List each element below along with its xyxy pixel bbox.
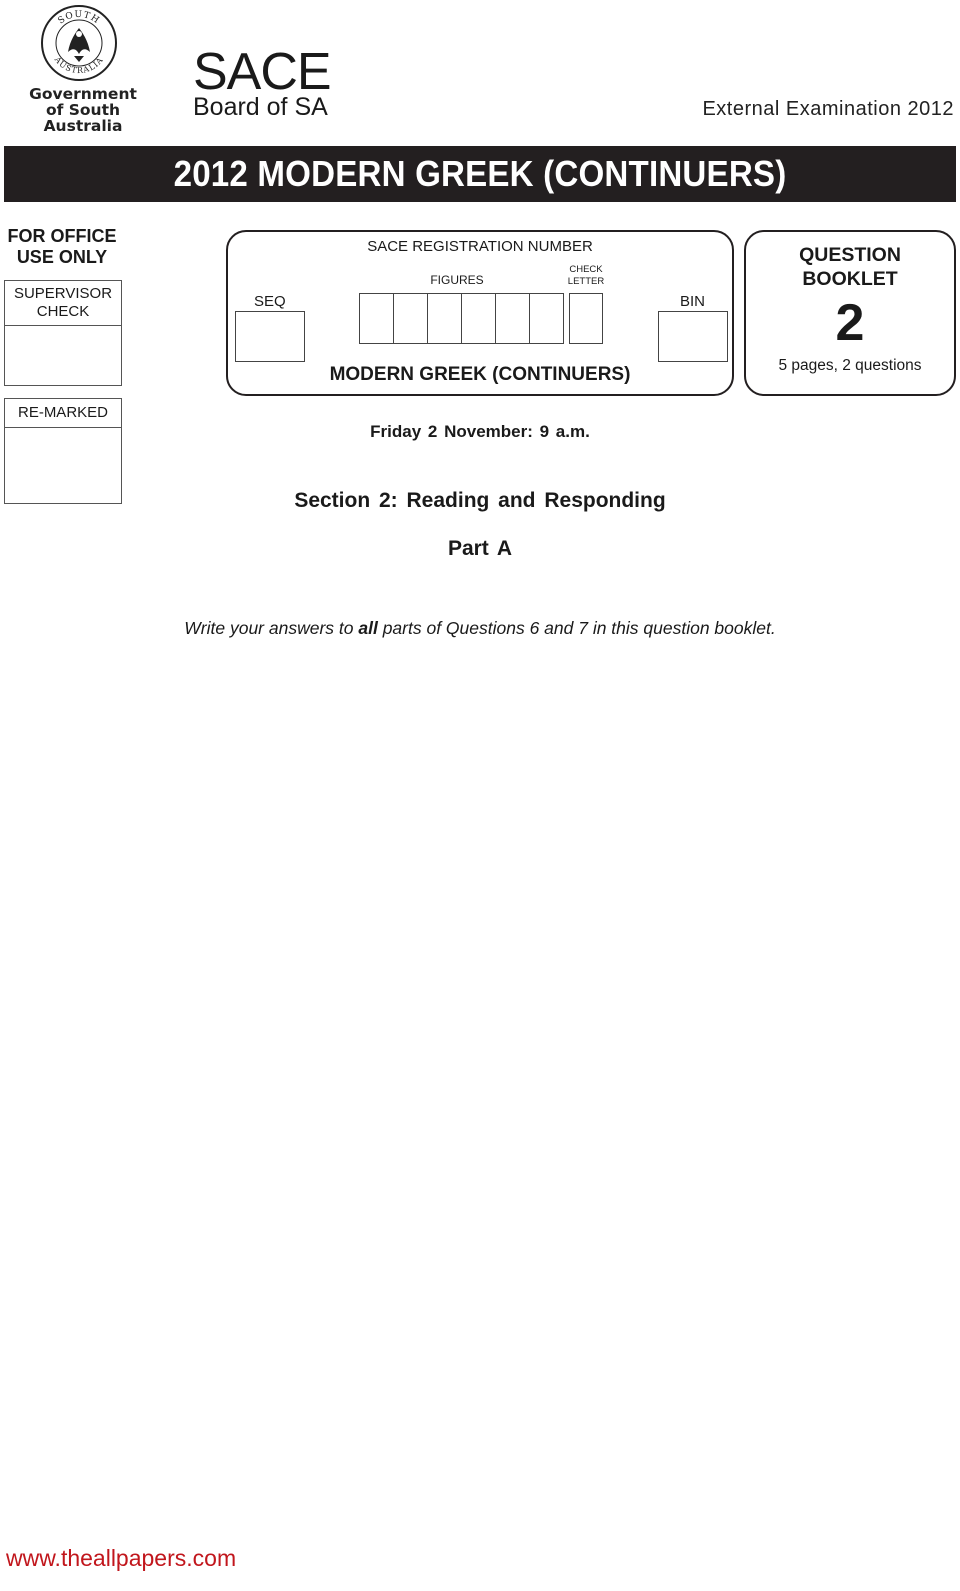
figure-digit-box[interactable] [529,293,564,344]
figure-digit-box[interactable] [461,293,496,344]
remarked-label: RE-MARKED [17,404,108,421]
sace-wordmark: SACE [193,43,331,101]
supervisor-line1: SUPERVISOR [13,285,113,302]
supervisor-check-label [4,285,122,321]
booklet-line1: QUESTION [799,244,901,266]
figure-digit-box[interactable] [359,293,394,344]
booklet-line2: BOOKLET [802,268,898,290]
registration-heading: SACE REGISTRATION NUMBER [367,238,593,255]
office-use-line1: FOR OFFICE [7,226,117,246]
seq-input-box[interactable] [235,311,305,362]
exam-date: Friday 2 November: 9 a.m. [370,422,590,441]
government-line1: Government [29,85,137,103]
check-line1: CHECK [569,264,603,275]
check-line2: LETTER [567,276,605,287]
bin-label: BIN [680,293,706,310]
exam-label: External Examination 2012 [702,98,954,120]
page-title: 2012 MODERN GREEK (CONTINUERS) [173,153,787,194]
check-letter-label [560,264,612,288]
bin-input-box[interactable] [658,311,728,362]
question-booklet-title [744,243,956,291]
seal-text-top: SOUTH [56,9,102,27]
office-use-line2: USE ONLY [16,247,108,267]
south-australia-seal-logo [40,4,118,82]
seal-text-bottom: AUSTRALIA [52,55,106,76]
figure-digit-box[interactable] [427,293,462,344]
office-use-heading [4,226,120,268]
figures-label: FIGURES [430,273,484,287]
svg-text:SOUTH [57,10,102,26]
booklet-number: 2 [835,294,865,352]
footer-url[interactable]: www.theallpapers.com [6,1545,237,1571]
registration-subject: MODERN GREEK (CONTINUERS) [329,364,631,385]
government-line2: of South Australia [43,101,123,135]
figure-digit-box[interactable] [393,293,428,344]
check-letter-box[interactable] [569,293,603,344]
figure-digit-box[interactable] [495,293,530,344]
supervisor-line2: CHECK [36,303,90,320]
instruction-text [0,618,960,639]
instruction-bold: all [358,618,378,638]
section-heading: Section 2: Reading and Responding [294,489,666,512]
instruction-before: Write your answers to [184,618,359,638]
booklet-pages: 5 pages, 2 questions [778,357,922,374]
seq-label: SEQ [254,293,286,310]
government-wordmark [4,86,162,134]
instruction-after: parts of Questions 6 and 7 in this question booklet. [377,618,776,638]
part-heading: Part A [447,537,513,560]
board-wordmark: Board of SA [193,93,328,121]
